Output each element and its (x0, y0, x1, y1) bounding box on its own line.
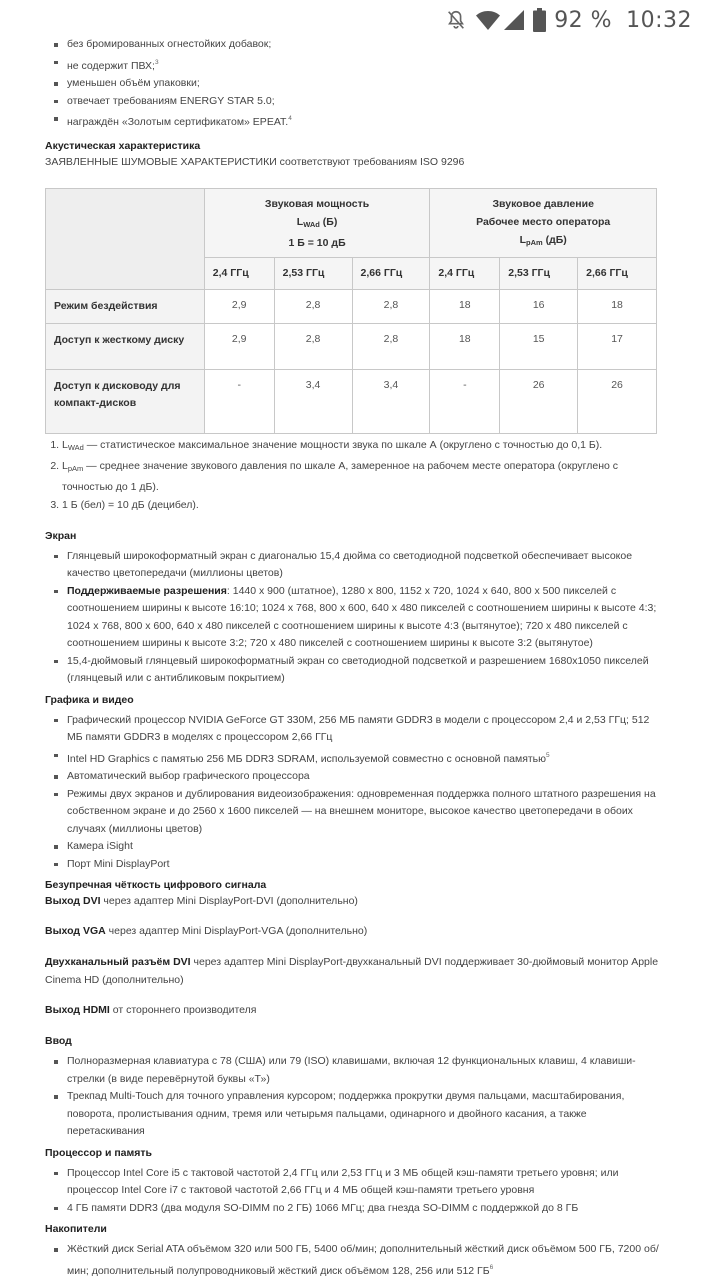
list-item: не содержит ПВХ;$^3$ (67, 54, 665, 76)
list-item: Глянцевый широкоформатный экран с диагональю 15,4 дюйма со светодиодной подсветкой обеспечивает высокое качество цветопередачи (миллионы цветов) (67, 548, 665, 583)
table-cell: 15 (500, 323, 578, 369)
acoustic-footnotes (45, 436, 665, 514)
list-item: отвечает требованиям ENERGY STAR 5.0; (67, 93, 665, 111)
digital-item: Выход VGA через адаптер Mini DisplayPort-VGA (дополнительно) (45, 925, 368, 937)
acoustic-table (45, 188, 657, 434)
page-content (45, 36, 665, 1280)
list-item: Процессор Intel Core i5 с тактовой частотой 2,4 ГГц или 2,53 ГГц и 3 МБ общей кэш-памяти третьего уровня; или процессор Intel Core i7 с тактовой частотой 2,66 ГГц и 4 МБ общей кэш-памяти третьего уровня (67, 1165, 665, 1200)
list-item: Поддерживаемые разрешения: 1440 x 900 (штатное), 1280 x 800, 1152 x 720, 1024 x 640, 800 x 500 пикселей с соотношением ширины к высоте 16:10; 1024 x 768, 800 x 600, 640 x 480 пикселей с соотношением ширины к высоте 4:3; 1024 x 768, 800 x 600, 640 x 480 пикселей с соотношением ширины к высоте 4:3 (вытянутое); 720 x 480 пикселей с соотношением ширины к высоте 3:2; 720 x 480 пикселей с соотношением ширины к высоте 3:2 (вытянутое) (67, 583, 665, 653)
row-label: Доступ к жесткому диску (46, 323, 205, 369)
table-cell: 26 (578, 369, 657, 433)
table-cell: 18 (430, 323, 500, 369)
table-cell: 2,9 (204, 323, 274, 369)
table-cell: 18 (430, 289, 500, 323)
table-row (46, 369, 657, 433)
wifi-icon (475, 9, 501, 31)
table-cell: 3,4 (274, 369, 352, 433)
list-item: Intel HD Graphics с памятью 256 МБ DDR3 SDRAM, используемой совместно с основной памятью$^5$ (67, 747, 665, 769)
row-label: Доступ к дисководу для компакт-дисков (46, 369, 205, 433)
table-cell: 26 (500, 369, 578, 433)
digital-item: Двухканальный разъём DVI через адаптер Mini DisplayPort-двухканальный DVI поддерживает 30-дюймовый монитор Apple Cinema HD (дополнительно) (45, 956, 659, 986)
input-list (45, 1053, 665, 1141)
table-row (46, 289, 657, 323)
cell-signal-icon (503, 9, 525, 31)
status-bar (0, 0, 720, 40)
list-item: Жёсткий диск Serial ATA объёмом 320 или 500 ГБ, 5400 об/мин; дополнительный жёсткий диск объёмом 500 ГБ, 7200 об/мин; дополнительный полупроводниковый жёсткий диск объёмом 128, 256 или 512 $ГБ^6$ (67, 1241, 665, 1280)
freq-header: 2,53 ГГц (500, 257, 578, 289)
screen-list (45, 548, 665, 688)
list-item: уменьшен объём упаковки; (67, 75, 665, 93)
footnote-ref[interactable]: 6 (489, 1263, 494, 1271)
table-cell: - (430, 369, 500, 433)
list-item: Графический процессор NVIDIA GeForce GT 330M, 256 МБ памяти GDDR3 в модели с процессором 2,4 и 2,53 ГГц; 512 МБ памяти GDDR3 в моделях с процессором 2,66 ГГц (67, 712, 665, 747)
table-cell: - (204, 369, 274, 433)
eco-list (45, 36, 665, 132)
list-item: Полноразмерная клавиатура с 78 (США) или 79 (ISO) клавишами, включая 12 функциональных клавиш, 4 клавиши-стрелки (в виде перевёрнутой буквы «Т») (67, 1053, 665, 1088)
list-item: Автоматический выбор графического процессора (67, 768, 665, 786)
sound-pressure-header: Звуковое давление Рабочее место оператора $L_{pAm}$ (дБ) (430, 188, 657, 257)
table-cell: 2,9 (204, 289, 274, 323)
table-cell: 16 (500, 289, 578, 323)
table-cell: 2,8 (274, 289, 352, 323)
list-item: без бромированных огнестойких добавок; (67, 36, 665, 54)
footnote-ref[interactable]: 3 (154, 58, 159, 66)
footnote: 3. 1 Б (бел) = 10 дБ (децибел). (62, 496, 665, 514)
section-heading-storage: Накопители (45, 1223, 107, 1235)
list-item: Камера iSight (67, 838, 665, 856)
table-cell: 17 (578, 323, 657, 369)
battery-percent: 92 % (554, 7, 613, 33)
section-heading-cpu: Процессор и память (45, 1146, 152, 1159)
cpu-list (45, 1165, 665, 1218)
footnote: 2. $L_{pAm}$ — среднее значение звукового давления по шкале А, замеренное на рабочем месте оператора (округлено с точностью до 1 дБ). (62, 457, 665, 496)
digital-item: Выход HDMI от стороннего производителя (45, 1004, 257, 1016)
table-cell: 18 (578, 289, 657, 323)
table-cell: 2,8 (274, 323, 352, 369)
list-item: 15,4-дюймовый глянцевый широкоформатный экран со светодиодной подсветкой и разрешением 1680x1050 пикселей (глянцевый или с антибликовым покрытием) (67, 653, 665, 688)
freq-header: 2,4 ГГц (204, 257, 274, 289)
list-item: Режимы двух экранов и дублирования видеоизображения: одновременная поддержка полного штатного разрешения на собственном экране и до 2560 x 1600 пикселей — на внешнем мониторе, высокое качество цветопередачи в обоих случаях (миллионы цветов) (67, 786, 665, 839)
table-row (46, 323, 657, 369)
freq-header: 2,4 ГГц (430, 257, 500, 289)
section-heading-graphics: Графика и видео (45, 693, 134, 706)
table-cell: 2,8 (352, 323, 430, 369)
freq-header: 2,66 ГГц (352, 257, 430, 289)
digital-item: Выход DVI через адаптер Mini DisplayPort-DVI (дополнительно) (45, 895, 358, 907)
table-cell: 3,4 (352, 369, 430, 433)
section-heading-digital: Безупречная чёткость цифрового сигнала (45, 879, 267, 891)
list-item: Порт Mini DisplayPort (67, 856, 665, 874)
storage-list (45, 1241, 665, 1280)
table-corner-cell (46, 188, 205, 289)
list-item: 4 ГБ памяти DDR3 (два модуля SO-DIMM по 2 ГБ) 1066 МГц; два гнезда SO-DIMM с поддержкой до 8 ГБ (67, 1200, 665, 1218)
list-item: Трекпад Multi-Touch для точного управления курсором; поддержка прокрутки двумя пальцами, масштабирования, поворота, пролистывания одним, тремя или четырьмя пальцами, одинарного и двойного касания, а также перетаскивания (67, 1088, 665, 1141)
row-label: Режим бездействия (46, 289, 205, 323)
battery-icon (533, 8, 546, 32)
sound-power-header: Звуковая мощность $L_{WAd}$ (Б) 1 Б = 10 дБ (204, 188, 430, 257)
footnote: 1. $L_{WAd}$ — статистическое максимальное значение мощности звука по шкале А (округлено с точностью до 0,1 Б). (62, 436, 665, 457)
graphics-list (45, 712, 665, 874)
acoustic-subtitle: ЗАЯВЛЕННЫЕ ШУМОВЫЕ ХАРАКТЕРИСТИКИ соответствуют требованиям ISO 9296 (45, 155, 465, 168)
table-cell: 2,8 (352, 289, 430, 323)
section-heading-input: Ввод (45, 1035, 72, 1047)
freq-header: 2,53 ГГц (274, 257, 352, 289)
footnote-ref[interactable]: 4 (288, 115, 292, 122)
notifications-off-icon (445, 9, 467, 31)
section-heading-acoustic: Акустическая характеристика (45, 139, 201, 152)
section-heading-screen: Экран (45, 529, 77, 542)
freq-header: 2,66 ГГц (578, 257, 657, 289)
footnote-ref[interactable]: 5 (546, 751, 550, 759)
clock: 10:32 (626, 7, 692, 33)
list-item: награждён «Золотым сертификатом» EPEAT.$^4$ (67, 110, 665, 132)
